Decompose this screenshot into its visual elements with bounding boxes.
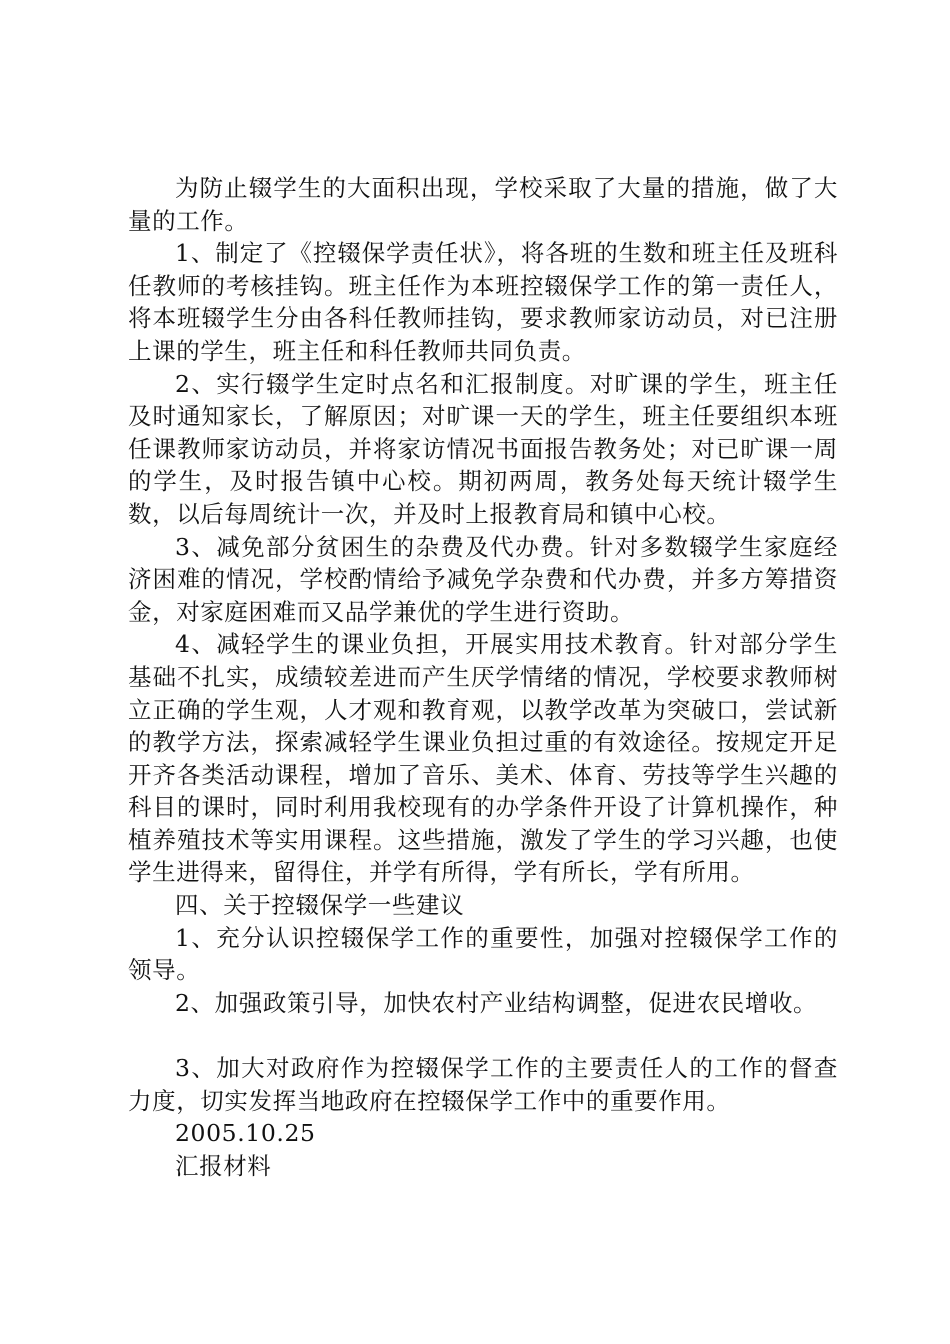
paragraph-measure-1: 1、制定了《控辍保学责任状》，将各班的生数和班主任及班科任教师的考核挂钩。班主任作为本班控辍保学工作的第一责任人，将本班辍学生分由各科任教师挂钩，要求教师家访动员，对已注册上课的学生，班主任和科任教师共同负责。: [128, 239, 838, 365]
document-body: [128, 172, 838, 1182]
paragraph-measure-3: 3、减免部分贫困生的杂费及代办费。针对多数辍学生家庭经济困难的情况，学校酌情给予减免学杂费和代办费，并多方筹措资金，对家庭困难而又品学兼优的学生进行资助。: [128, 532, 838, 626]
paragraph-suggestion-1: 1、充分认识控辍保学工作的重要性，加强对控辍保学工作的领导。: [128, 923, 838, 985]
document-date: 2005.10.25: [175, 1119, 316, 1148]
paragraph-suggestion-2: 2、加强政策引导，加快农村产业结构调整，促进农民增收。: [175, 988, 818, 1017]
paragraph-measure-4: 4、减轻学生的课业负担，开展实用技术教育。针对部分学生基础不扎实，成绩较差进而产生厌学情绪的情况，学校要求教师树立正确的学生观，人才观和教育观，以教学改革为突破口，尝试新的教学方法，探索减轻学生课业负担过重的有效途径。按规定开足开齐各类活动课程，增加了音乐、美术、体育、劳技等学生兴趣的科目的课时，同时利用我校现有的办学条件开设了计算机操作，种植养殖技术等实用课程。这些措施，激发了学生的学习兴趣，也使学生进得来，留得住，并学有所得，学有所长，学有所用。: [128, 630, 838, 887]
document-footer-title: 汇报材料: [175, 1151, 272, 1180]
paragraph-suggestion-3: 3、加大对政府作为控辍保学工作的主要责任人的工作的督查力度，切实发挥当地政府在控辍保学工作中的重要作用。: [128, 1054, 838, 1115]
paragraph-measure-2: 2、实行辍学生定时点名和汇报制度。对旷课的学生，班主任及时通知家长，了解原因；对旷课一天的学生，班主任要组织本班任课教师家访动员，并将家访情况书面报告教务处；对已旷课一周的学生，及时报告镇中心校。期初两周，教务处每天统计辍学生数，以后每周统计一次，并及时上报教育局和镇中心校。: [128, 369, 838, 528]
section-heading-suggestions: 四、关于控辍保学一些建议: [175, 891, 465, 920]
paragraph-intro: 为防止辍学生的大面积出现，学校采取了大量的措施，做了大量的工作。: [128, 174, 838, 235]
